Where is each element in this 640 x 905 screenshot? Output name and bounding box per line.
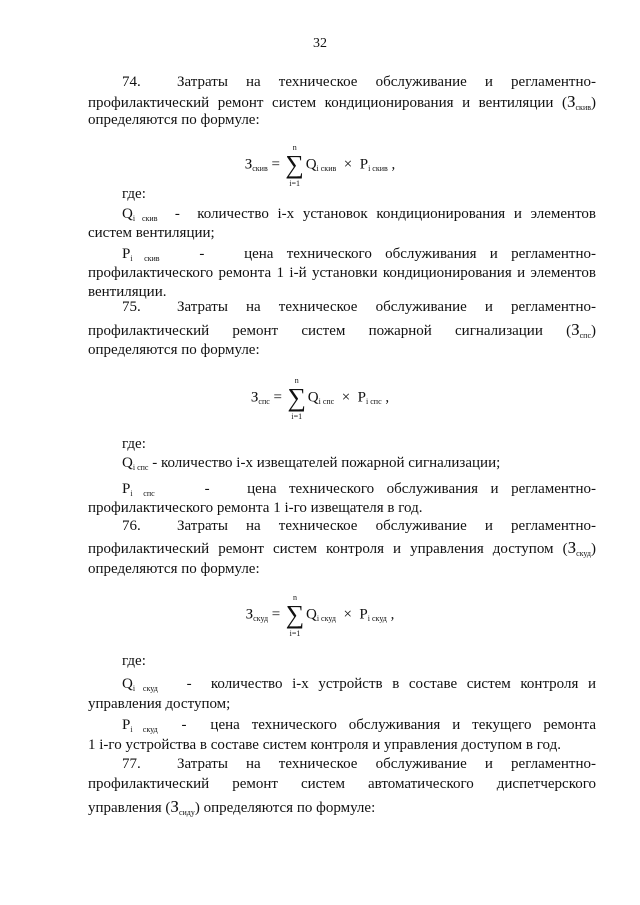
item77-line2: профилактический ремонт систем автоматического диспетчерского <box>88 776 596 792</box>
item75-p-def-line1: $P_{i спс}$ - цена технического обслуживания и регламентно- <box>122 481 597 498</box>
item74-symbol: $З_{скив}$ <box>566 92 591 112</box>
item74-where: где: <box>122 186 146 202</box>
item77-line1: 77. Затраты на техническое обслуживание и регламентно- <box>122 756 596 772</box>
item77-symbol: $З_{сиду}$ <box>170 797 195 817</box>
sum-icon: n ∑ i=1 <box>287 376 307 421</box>
item76-q-def-line1: $Q_{i скуд}$ - количество i-х устройств в составе систем контроля и <box>122 676 596 693</box>
p-symbol: $P_{i скуд}$ <box>122 717 158 734</box>
item74-p-def-line2: профилактического ремонта 1 i-й установки кондиционирования и элементов <box>88 265 596 281</box>
p-symbol: $P_{i скив}$ <box>122 246 160 263</box>
item76-q-def-line2: управления доступом; <box>88 696 231 712</box>
q-symbol: $Q_{i спс}$ <box>122 455 149 472</box>
item74-p-def-line1: $P_{i скив}$ - цена технического обслуживания и регламентно- <box>122 246 597 263</box>
sum-icon: n ∑ i=1 <box>285 593 305 638</box>
item74-q-def-line2: систем вентиляции; <box>88 225 215 241</box>
q-symbol: $Q_{i скуд}$ <box>122 676 158 693</box>
item75-line3: определяются по формуле: <box>88 342 260 358</box>
item75-line1: 75. Затраты на техническое обслуживание и регламентно- <box>122 299 596 315</box>
item74-p-def-line3: вентиляции. <box>88 284 167 300</box>
item74-q-def-line1: $Q_{i скив}$ - количество i-х установок кондиционирования и элементов <box>122 206 597 223</box>
item76-line2: профилактический ремонт систем контроля и управления доступом $(З_{скуд})$ <box>88 538 596 558</box>
item74-formula: $З_{скив}$ = n ∑ i=1 $Q_{i скив} \times P_{i скив}$ , <box>244 143 396 188</box>
item74-line2: профилактический ремонт систем кондиционирования и вентиляции $(З_{скив})$ <box>88 92 596 112</box>
item75-q-def-line1: $Q_{i спс}$ - количество i-х извещателей пожарной сигнализации; <box>122 455 501 472</box>
item75-p-def-line2: профилактического ремонта 1 i-го извещателя в год. <box>88 500 423 516</box>
item75-symbol: $З_{спс}$ <box>571 320 591 340</box>
q-symbol: $Q_{i скив}$ <box>122 206 158 223</box>
p-symbol: $P_{i спс}$ <box>122 481 155 498</box>
item76-p-def-line1: $P_{i скуд}$ - цена технического обслуживания и текущего ремонта <box>122 717 596 734</box>
item75-formula: $З_{спс}$ = n ∑ i=1 $Q_{i спс} \times P_{i спс}$ , <box>250 376 390 421</box>
item76-p-def-line2: 1 i-го устройства в составе систем контроля и управления доступом в год. <box>88 737 561 753</box>
item76-line3: определяются по формуле: <box>88 561 260 577</box>
item76-line1: 76. Затраты на техническое обслуживание и регламентно- <box>122 518 596 534</box>
item74-line2-text: профилактический ремонт систем кондиционирования и вентиляции ( <box>88 95 567 111</box>
item74-line1: 74. Затраты на техническое обслуживание и регламентно- <box>122 74 596 90</box>
item75-where: где: <box>122 436 146 452</box>
item76-formula: $З_{скуд}$ = n ∑ i=1 $Q_{i скуд} \times P_{i скуд}$ , <box>245 593 395 638</box>
page-number: 32 <box>313 36 327 51</box>
item77-line3: управления $(З_{сиду})$ определяются по формуле: <box>88 797 376 817</box>
item74-line3: определяются по формуле: <box>88 112 260 128</box>
item76-where: где: <box>122 653 146 669</box>
item75-line2: профилактический ремонт систем пожарной сигнализации $(З_{спс})$ <box>88 320 596 340</box>
sum-icon: n ∑ i=1 <box>285 143 304 188</box>
item76-symbol: $З_{скуд}$ <box>567 538 591 558</box>
